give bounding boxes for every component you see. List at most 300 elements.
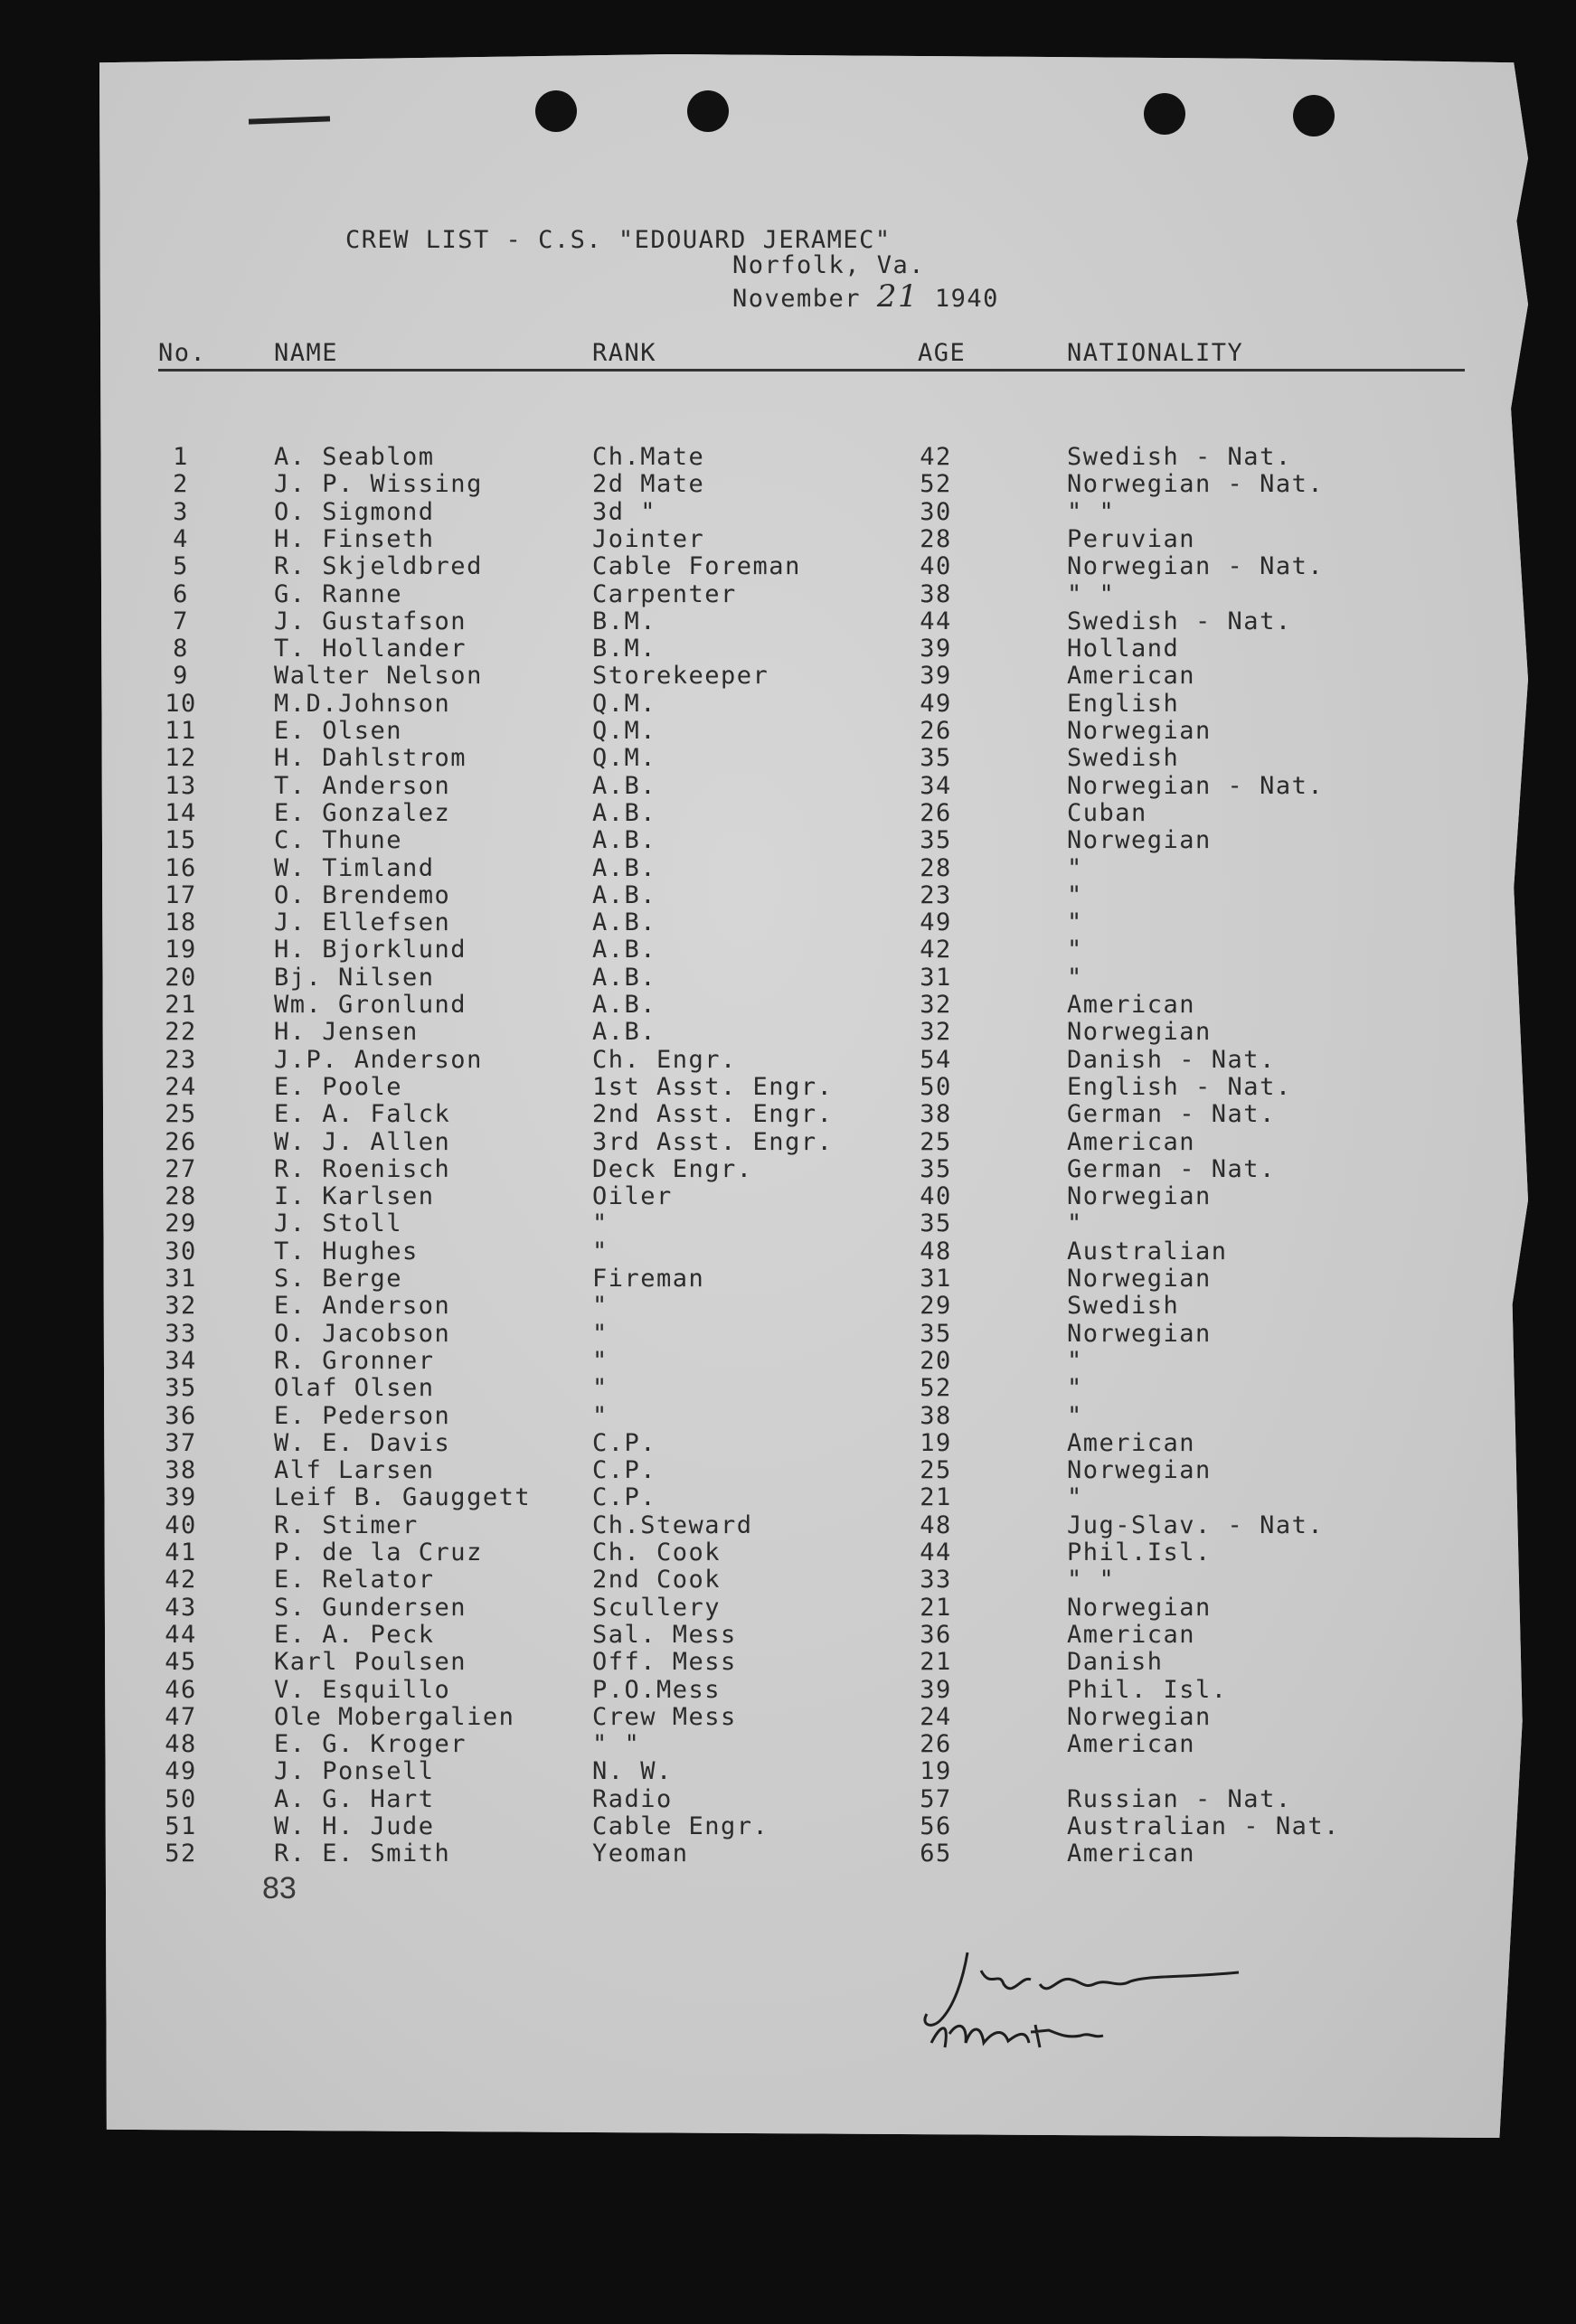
crew-name: J. Ponsell <box>274 1757 435 1786</box>
crew-nationality: Norwegian <box>1067 1182 1212 1211</box>
crew-name: W. Timland <box>274 853 435 882</box>
crew-name: E. A. Peck <box>274 1620 435 1649</box>
crew-rank: Storekeeper <box>592 662 769 691</box>
crew-no: 43 <box>165 1593 197 1622</box>
crew-nationality: Australian <box>1067 1237 1228 1265</box>
crew-row <box>99 498 1528 525</box>
crew-row <box>99 1073 1528 1100</box>
crew-no: 16 <box>165 853 197 882</box>
crew-no: 6 <box>173 579 189 608</box>
crew-name: W. E. Davis <box>274 1428 451 1457</box>
signature <box>913 1934 1257 2061</box>
crew-row <box>99 1703 1528 1730</box>
crew-name: J. Gustafson <box>274 607 467 635</box>
crew-nationality: Swedish <box>1067 1292 1180 1321</box>
crew-no: 24 <box>165 1072 197 1101</box>
crew-no: 50 <box>165 1784 197 1813</box>
crew-row <box>99 1456 1528 1483</box>
crew-no: 8 <box>173 635 189 663</box>
crew-row <box>99 717 1528 744</box>
crew-rank: Carpenter <box>592 579 737 608</box>
crew-no: 40 <box>165 1510 197 1539</box>
crew-rank: Q.M. <box>592 689 657 718</box>
crew-row <box>99 1676 1528 1703</box>
crew-rank: " <box>592 1346 609 1375</box>
crew-no: 13 <box>165 771 197 800</box>
crew-no: 2 <box>173 470 189 499</box>
crew-age: 24 <box>920 1702 952 1731</box>
crew-row <box>99 1594 1528 1621</box>
crew-nationality: Norwegian <box>1067 1702 1212 1731</box>
crew-age: 48 <box>920 1510 952 1539</box>
column-header-nationality: NATIONALITY <box>1067 339 1244 367</box>
crew-age: 30 <box>920 497 952 526</box>
crew-name: H. Bjorklund <box>274 936 467 964</box>
crew-nationality: Phil.Isl. <box>1067 1538 1212 1567</box>
crew-row <box>99 991 1528 1018</box>
crew-rank: Cable Foreman <box>592 552 801 581</box>
crew-no: 14 <box>165 798 197 827</box>
crew-no: 48 <box>165 1730 197 1759</box>
crew-nationality: " " <box>1067 579 1116 608</box>
crew-name: J. Stoll <box>274 1209 403 1238</box>
crew-name: W. H. Jude <box>274 1812 435 1840</box>
crew-row <box>99 1730 1528 1757</box>
crew-name: A. G. Hart <box>274 1784 435 1813</box>
crew-rank: A.B. <box>592 853 657 882</box>
crew-rank: Jointer <box>592 524 705 553</box>
document-title: CREW LIST - C.S. "EDOUARD JERAMEC" <box>345 226 892 254</box>
crew-no: 15 <box>165 826 197 855</box>
crew-age: 52 <box>920 1374 952 1403</box>
crew-rank: C.P. <box>592 1428 657 1457</box>
crew-age: 25 <box>920 1127 952 1156</box>
crew-age: 26 <box>920 1730 952 1759</box>
crew-age: 39 <box>920 635 952 663</box>
crew-nationality: American <box>1067 1839 1196 1868</box>
crew-age: 44 <box>920 607 952 635</box>
crew-no: 41 <box>165 1538 197 1567</box>
crew-nationality: Norwegian <box>1067 1456 1212 1485</box>
crew-rank: 2d Mate <box>592 470 705 499</box>
crew-nationality: Norwegian - Nat. <box>1067 552 1325 581</box>
crew-row <box>99 443 1528 470</box>
crew-row <box>99 1538 1528 1566</box>
crew-age: 35 <box>920 744 952 773</box>
crew-rank: A.B. <box>592 880 657 909</box>
crew-name: I. Karlsen <box>274 1182 435 1211</box>
crew-nationality: " " <box>1067 497 1116 526</box>
crew-nationality: " <box>1067 936 1083 964</box>
crew-nationality: " <box>1067 1401 1083 1430</box>
crew-nationality: " " <box>1067 1566 1116 1595</box>
punch-hole <box>687 90 729 132</box>
crew-rank: 2nd Cook <box>592 1566 722 1595</box>
crew-name: J.P. Anderson <box>274 1045 483 1074</box>
crew-row <box>99 635 1528 662</box>
crew-no: 31 <box>165 1265 197 1293</box>
crew-rank: Ch. Cook <box>592 1538 722 1567</box>
crew-row <box>99 662 1528 689</box>
crew-no: 52 <box>165 1839 197 1868</box>
column-header-name: NAME <box>274 339 339 367</box>
crew-nationality: English <box>1067 689 1180 718</box>
crew-age: 21 <box>920 1593 952 1622</box>
crew-row <box>99 1812 1528 1839</box>
crew-name: Alf Larsen <box>274 1456 435 1485</box>
crew-no: 39 <box>165 1483 197 1512</box>
crew-no: 49 <box>165 1757 197 1786</box>
crew-name: M.D.Johnson <box>274 689 451 718</box>
crew-no: 17 <box>165 880 197 909</box>
crew-age: 35 <box>920 1319 952 1348</box>
crew-no: 44 <box>165 1620 197 1649</box>
crew-nationality: " <box>1067 1483 1083 1512</box>
crew-age: 42 <box>920 936 952 964</box>
crew-row <box>99 1566 1528 1593</box>
crew-name: V. Esquillo <box>274 1675 451 1704</box>
crew-row <box>99 1292 1528 1319</box>
crew-nationality: Danish - Nat. <box>1067 1045 1276 1074</box>
crew-nationality: Swedish - Nat. <box>1067 607 1292 635</box>
crew-age: 31 <box>920 963 952 992</box>
crew-nationality: Australian - Nat. <box>1067 1812 1340 1840</box>
crew-name: H. Dahlstrom <box>274 744 467 773</box>
crew-nationality: Swedish <box>1067 744 1180 773</box>
crew-name: R. Skjeldbred <box>274 552 483 581</box>
crew-nationality: American <box>1067 1730 1196 1759</box>
crew-name: S. Berge <box>274 1265 403 1293</box>
column-header-no: No. <box>158 339 207 367</box>
crew-nationality: Cuban <box>1067 798 1147 827</box>
crew-no: 47 <box>165 1702 197 1731</box>
crew-row <box>99 1648 1528 1675</box>
crew-age: 29 <box>920 1292 952 1321</box>
crew-row <box>99 1402 1528 1429</box>
crew-age: 19 <box>920 1757 952 1786</box>
crew-rank: N. W. <box>592 1757 673 1786</box>
crew-row <box>99 1265 1528 1292</box>
crew-nationality: Norwegian - Nat. <box>1067 470 1325 499</box>
crew-age: 49 <box>920 689 952 718</box>
crew-name: O. Brendemo <box>274 880 451 909</box>
date-month: November <box>732 285 862 313</box>
crew-rank: A.B. <box>592 991 657 1019</box>
crew-rank: Ch.Steward <box>592 1510 753 1539</box>
crew-no: 46 <box>165 1675 197 1704</box>
crew-row <box>99 936 1528 963</box>
crew-row <box>99 772 1528 799</box>
crew-age: 48 <box>920 1237 952 1265</box>
crew-age: 42 <box>920 443 952 471</box>
crew-row <box>99 826 1528 853</box>
crew-name: W. J. Allen <box>274 1127 451 1156</box>
crew-age: 23 <box>920 880 952 909</box>
crew-age: 32 <box>920 1018 952 1047</box>
crew-row <box>99 964 1528 991</box>
crew-nationality: American <box>1067 662 1196 691</box>
crew-name: P. de la Cruz <box>274 1538 483 1567</box>
crew-rank: 3rd Asst. Engr. <box>592 1127 834 1156</box>
crew-name: R. Gronner <box>274 1346 435 1375</box>
crew-row <box>99 1347 1528 1374</box>
crew-row <box>99 1483 1528 1510</box>
crew-name: O. Sigmond <box>274 497 435 526</box>
crew-rank: Oiler <box>592 1182 673 1211</box>
crew-row <box>99 1209 1528 1237</box>
crew-age: 56 <box>920 1812 952 1840</box>
crew-name: E. Anderson <box>274 1292 451 1321</box>
crew-nationality: American <box>1067 1620 1196 1649</box>
crew-rank: " <box>592 1209 609 1238</box>
crew-name: T. Hollander <box>274 635 467 663</box>
crew-rank: " <box>592 1292 609 1321</box>
crew-name: H. Jensen <box>274 1018 419 1047</box>
crew-rank: Q.M. <box>592 717 657 745</box>
crew-name: T. Hughes <box>274 1237 419 1265</box>
crew-rank: " " <box>592 1730 641 1759</box>
crew-no: 42 <box>165 1566 197 1595</box>
crew-row <box>99 1785 1528 1812</box>
crew-no: 19 <box>165 936 197 964</box>
crew-row <box>99 1046 1528 1073</box>
crew-age: 26 <box>920 717 952 745</box>
date-day-handwritten: 21 <box>876 278 920 315</box>
crew-rank: " <box>592 1374 609 1403</box>
crew-name: Olaf Olsen <box>274 1374 435 1403</box>
crew-age: 33 <box>920 1566 952 1595</box>
crew-age: 57 <box>920 1784 952 1813</box>
crew-nationality: Norwegian <box>1067 1319 1212 1348</box>
crew-row <box>99 1100 1528 1127</box>
crew-no: 11 <box>165 717 197 745</box>
crew-name: C. Thune <box>274 826 403 855</box>
crew-nationality: Norwegian <box>1067 717 1212 745</box>
crew-age: 36 <box>920 1620 952 1649</box>
crew-name: J. P. Wissing <box>274 470 483 499</box>
crew-age: 28 <box>920 853 952 882</box>
crew-name: E. Olsen <box>274 717 403 745</box>
crew-no: 23 <box>165 1045 197 1074</box>
crew-no: 36 <box>165 1401 197 1430</box>
crew-nationality: " <box>1067 963 1083 992</box>
crew-row <box>99 1128 1528 1155</box>
crew-no: 38 <box>165 1456 197 1485</box>
crew-nationality: " <box>1067 1209 1083 1238</box>
crew-age: 40 <box>920 1182 952 1211</box>
crew-rank: B.M. <box>592 635 657 663</box>
crew-age: 52 <box>920 470 952 499</box>
crew-age: 35 <box>920 826 952 855</box>
crew-nationality: American <box>1067 1428 1196 1457</box>
crew-name: E. A. Falck <box>274 1100 451 1129</box>
crew-rank: Deck Engr. <box>592 1154 753 1183</box>
crew-rank: Sal. Mess <box>592 1620 737 1649</box>
crew-no: 29 <box>165 1209 197 1238</box>
crew-no: 27 <box>165 1154 197 1183</box>
crew-rank: 3d " <box>592 497 657 526</box>
crew-no: 37 <box>165 1428 197 1457</box>
crew-nationality: Norwegian <box>1067 1265 1212 1293</box>
crew-name: H. Finseth <box>274 524 435 553</box>
crew-age: 50 <box>920 1072 952 1101</box>
crew-name: Walter Nelson <box>274 662 483 691</box>
crew-no: 7 <box>173 607 189 635</box>
crew-row <box>99 744 1528 771</box>
crew-row <box>99 1182 1528 1209</box>
document-date <box>732 278 999 315</box>
crew-name: R. Roenisch <box>274 1154 451 1183</box>
crew-rank: Yeoman <box>592 1839 689 1868</box>
crew-no: 9 <box>173 662 189 691</box>
crew-no: 51 <box>165 1812 197 1840</box>
document-place: Norfolk, Va. <box>732 251 926 279</box>
crew-no: 30 <box>165 1237 197 1265</box>
crew-name: Leif B. Gauggett <box>274 1483 532 1512</box>
crew-no: 45 <box>165 1648 197 1677</box>
crew-nationality: Holland <box>1067 635 1180 663</box>
crew-rank: A.B. <box>592 798 657 827</box>
crew-name: E. Poole <box>274 1072 403 1101</box>
crew-nationality: " <box>1067 1374 1083 1403</box>
crew-age: 38 <box>920 1401 952 1430</box>
crew-age: 35 <box>920 1154 952 1183</box>
crew-name: J. Ellefsen <box>274 908 451 937</box>
crew-row <box>99 1237 1528 1265</box>
crew-row <box>99 1429 1528 1456</box>
crew-nationality: Jug-Slav. - Nat. <box>1067 1510 1325 1539</box>
crew-age: 65 <box>920 1839 952 1868</box>
crew-no: 26 <box>165 1127 197 1156</box>
crew-nationality: Peruvian <box>1067 524 1196 553</box>
crew-age: 26 <box>920 798 952 827</box>
crew-name: T. Anderson <box>274 771 451 800</box>
crew-no: 35 <box>165 1374 197 1403</box>
crew-rank: A.B. <box>592 826 657 855</box>
crew-name: Bj. Nilsen <box>274 963 435 992</box>
crew-rank: Off. Mess <box>592 1648 737 1677</box>
crew-row <box>99 1511 1528 1538</box>
crew-no: 33 <box>165 1319 197 1348</box>
crew-age: 39 <box>920 1675 952 1704</box>
crew-rank: Ch. Engr. <box>592 1045 737 1074</box>
crew-no: 34 <box>165 1346 197 1375</box>
crew-name: E. Relator <box>274 1566 435 1595</box>
crew-row <box>99 1757 1528 1784</box>
crew-name: R. E. Smith <box>274 1839 451 1868</box>
crew-age: 38 <box>920 579 952 608</box>
crew-age: 39 <box>920 662 952 691</box>
crew-rank: A.B. <box>592 771 657 800</box>
crew-age: 21 <box>920 1483 952 1512</box>
date-year: 1940 <box>934 285 999 313</box>
crew-nationality: Phil. Isl. <box>1067 1675 1228 1704</box>
crew-age: 34 <box>920 771 952 800</box>
crew-rank: Scullery <box>592 1593 722 1622</box>
crew-row <box>99 690 1528 717</box>
crew-no: 1 <box>173 443 189 471</box>
crew-rank: P.O.Mess <box>592 1675 722 1704</box>
crew-nationality: Swedish - Nat. <box>1067 443 1292 471</box>
punch-hole <box>1293 95 1335 136</box>
crew-nationality: Norwegian <box>1067 826 1212 855</box>
crew-row <box>99 1155 1528 1182</box>
crew-nationality: English - Nat. <box>1067 1072 1292 1101</box>
crew-age: 54 <box>920 1045 952 1074</box>
crew-age: 38 <box>920 1100 952 1129</box>
crew-no: 28 <box>165 1182 197 1211</box>
crew-rank: A.B. <box>592 1018 657 1047</box>
crew-age: 28 <box>920 524 952 553</box>
crew-no: 20 <box>165 963 197 992</box>
crew-age: 31 <box>920 1265 952 1293</box>
crew-name: G. Ranne <box>274 579 403 608</box>
punch-hole <box>1144 93 1185 135</box>
crew-row <box>99 1839 1528 1867</box>
crew-nationality: " <box>1067 908 1083 937</box>
crew-nationality: American <box>1067 1127 1196 1156</box>
crew-age: 21 <box>920 1648 952 1677</box>
crew-row <box>99 799 1528 826</box>
crew-rank: Ch.Mate <box>592 443 705 471</box>
crew-age: 25 <box>920 1456 952 1485</box>
crew-name: Karl Poulsen <box>274 1648 467 1677</box>
crew-rank: Crew Mess <box>592 1702 737 1731</box>
crew-name: R. Stimer <box>274 1510 419 1539</box>
crew-name: E. Gonzalez <box>274 798 451 827</box>
crew-row <box>99 525 1528 552</box>
crew-nationality: German - Nat. <box>1067 1154 1276 1183</box>
crew-no: 4 <box>173 524 189 553</box>
page-number: 83 <box>262 1871 297 1905</box>
column-header-age: AGE <box>918 339 967 367</box>
crew-row <box>99 607 1528 635</box>
crew-rank: Q.M. <box>592 744 657 773</box>
crew-age: 32 <box>920 991 952 1019</box>
crew-row <box>99 470 1528 497</box>
punch-hole <box>535 90 577 132</box>
crew-row <box>99 552 1528 579</box>
crew-name: E. Pederson <box>274 1401 451 1430</box>
crew-row <box>99 908 1528 936</box>
crew-nationality: German - Nat. <box>1067 1100 1276 1129</box>
crew-no: 22 <box>165 1018 197 1047</box>
crew-age: 19 <box>920 1428 952 1457</box>
crew-rank: B.M. <box>592 607 657 635</box>
crew-nationality: " <box>1067 880 1083 909</box>
crew-age: 35 <box>920 1209 952 1238</box>
crew-name: E. G. Kroger <box>274 1730 467 1759</box>
crew-rank: Cable Engr. <box>592 1812 769 1840</box>
crew-name: Ole Mobergalien <box>274 1702 515 1731</box>
crew-no: 32 <box>165 1292 197 1321</box>
crew-name: A. Seablom <box>274 443 435 471</box>
crew-nationality: Russian - Nat. <box>1067 1784 1292 1813</box>
crew-rank: " <box>592 1237 609 1265</box>
crew-name: S. Gundersen <box>274 1593 467 1622</box>
crew-rank: Fireman <box>592 1265 705 1293</box>
crew-age: 49 <box>920 908 952 937</box>
crew-name: O. Jacobson <box>274 1319 451 1348</box>
crew-no: 5 <box>173 552 189 581</box>
crew-rank: C.P. <box>592 1483 657 1512</box>
crew-nationality: Norwegian <box>1067 1593 1212 1622</box>
crew-no: 3 <box>173 497 189 526</box>
crew-no: 21 <box>165 991 197 1019</box>
crew-rank: " <box>592 1401 609 1430</box>
crew-nationality: Danish <box>1067 1648 1164 1677</box>
crew-rank: A.B. <box>592 908 657 937</box>
